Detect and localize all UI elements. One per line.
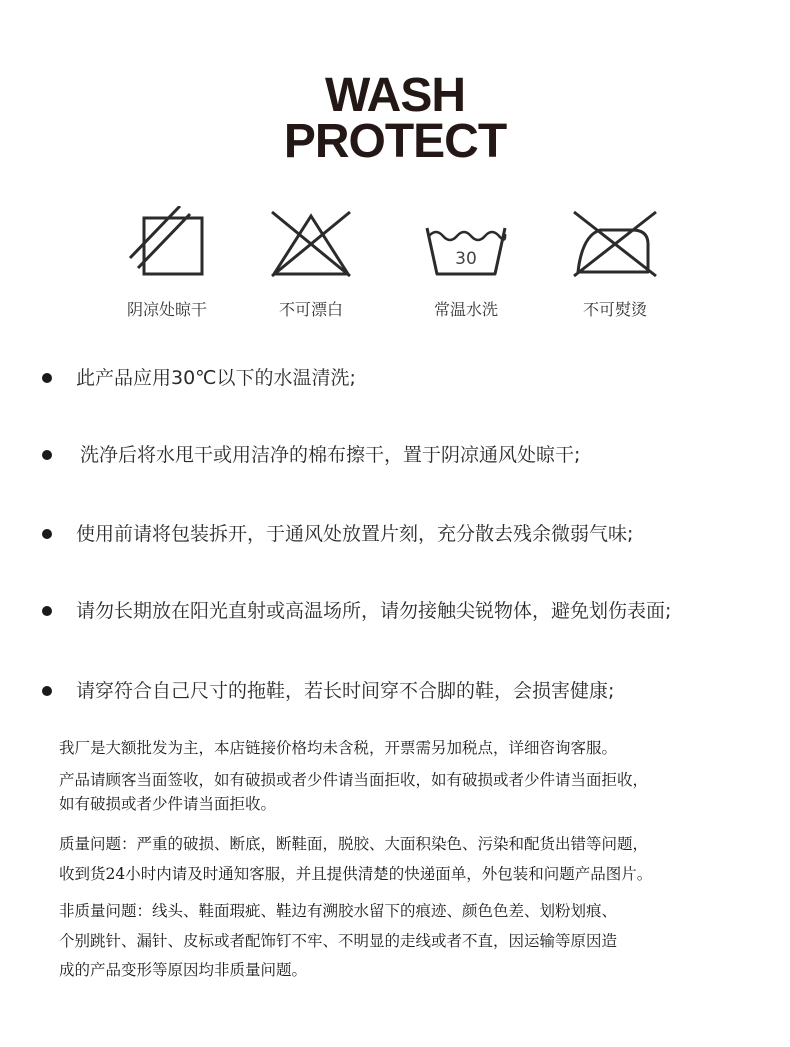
note-signoff: 产品请顾客当面签收，如有破损或者少件请当面拒收，如有破损或者少件请当面拒收， [59, 771, 649, 789]
title-protect: PROTECT [283, 115, 507, 168]
note-quality-issues: 质量问题：严重的破损、断底，断鞋面，脱胶、大面积染色、污染和配货出错等问题， [59, 835, 649, 853]
instruction-item [40, 519, 780, 549]
bullet-dot [42, 606, 52, 616]
bullet-dot [42, 529, 52, 539]
icon-label-no-bleach: 不可漂白 [278, 300, 343, 319]
instruction-text: 洗净后将水甩干或用洁净的棉布擦干，置于阴凉通风处晾干; [80, 444, 581, 466]
instruction-item [40, 596, 780, 626]
dry-in-shade-icon [122, 206, 212, 286]
note-wholesale: 我厂是大额批发为主，本店链接价格均未含税，开票需另加税点，详细咨询客服。 [59, 739, 618, 757]
instruction-text: 此产品应用30℃以下的水温清洗; [76, 367, 356, 389]
title-wash: WASH [325, 69, 465, 122]
note-non-quality-cont: 个别跳针、漏针、皮标或者配饰钉不牢、不明显的走线或者不直，因运输等原因造 [59, 932, 618, 950]
icon-label-wash: 常温水洗 [433, 300, 498, 319]
instruction-item [40, 440, 780, 470]
instruction-text: 请勿长期放在阳光直射或高温场所，请勿接触尖锐物体，避免划伤表面; [76, 600, 672, 622]
note-signoff-cont: 如有破损或者少件请当面拒收。 [59, 795, 277, 813]
instruction-item [40, 363, 780, 393]
wash-30-icon [421, 206, 511, 286]
instruction-text: 使用前请将包装拆开，于通风处放置片刻，充分散去残余微弱气味; [76, 523, 634, 545]
note-quality-issues-cont: 收到货24小时内请及时通知客服，并且提供清楚的快递面单，外包装和问题产品图片。 [59, 865, 653, 883]
instruction-text: 请穿符合自己尺寸的拖鞋，若长时间穿不合脚的鞋，会损害健康; [76, 680, 615, 702]
no-bleach-icon [266, 206, 356, 286]
note-non-quality-end: 成的产品变形等原因均非质量问题。 [59, 961, 308, 979]
icon-label-dry-in-shade: 阴凉处晾干 [126, 300, 207, 319]
bullet-dot [42, 686, 52, 696]
icon-label-no-iron: 不可熨烫 [582, 300, 647, 319]
bullet-dot [42, 373, 52, 383]
bullet-dot [42, 450, 52, 460]
note-non-quality: 非质量问题：线头、鞋面瑕疵、鞋边有溯胶水留下的痕迹、颜色色差、划粉划痕、 [59, 902, 618, 920]
wash-temperature: 30 [455, 249, 477, 269]
instruction-item [40, 676, 780, 706]
no-iron-icon [570, 206, 660, 286]
